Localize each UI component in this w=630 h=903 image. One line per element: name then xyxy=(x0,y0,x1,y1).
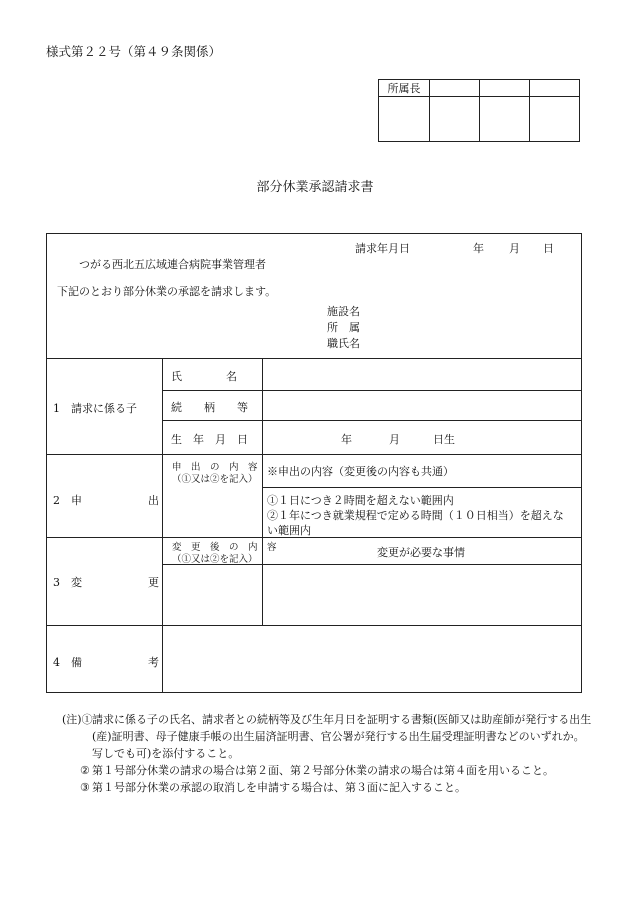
request-date-year: 年 xyxy=(473,242,484,255)
application-option-2-line1: ②１年につき就業規程で定める時間（１０日相当）を超えな xyxy=(267,509,564,522)
stamp-cell[interactable] xyxy=(480,80,530,97)
application-section-label: 2 申 出 xyxy=(53,494,159,507)
application-note: ※申出の内容（変更後の内容も共通） xyxy=(267,465,454,478)
note-text: 第１号部分休業の請求の場合は第２面、第２号部分休業の請求の場合は第４面を用いること。 xyxy=(92,764,554,777)
application-option-1: ①１日につき２時間を超えない範囲内 xyxy=(267,494,454,507)
child-birth-day: 日生 xyxy=(433,433,455,446)
application-option-2-line2: い範囲内 xyxy=(267,524,311,537)
affiliation-label: 所 属 xyxy=(327,321,360,334)
child-relation-field[interactable] xyxy=(264,392,580,419)
child-birth-year: 年 xyxy=(341,433,352,446)
child-birth-label: 生 年 月 日 xyxy=(171,433,248,446)
note-text: 請求に係る子の氏名、請求者との続柄等及び生年月日を証明する書類(医師又は助産師が発行する出生(産)証明書、母子健康手帳の出生届済証明書、官公署が発行する出生届受理証明書などのいずれか。写しでも可)を添付すること。 xyxy=(92,713,592,760)
change-content-hint: （①又は②を記入） xyxy=(172,554,258,565)
stamp-cell[interactable] xyxy=(530,97,580,142)
child-relation-label: 続 柄 等 xyxy=(171,401,248,414)
note-text: 第１号部分休業の承認の取消しを申請する場合は、第３面に記入すること。 xyxy=(92,781,466,794)
stamp-cell[interactable] xyxy=(430,80,480,97)
child-birth-month: 月 xyxy=(389,433,400,446)
note-item xyxy=(62,762,592,779)
stamp-label-director: 所属長 xyxy=(379,80,430,97)
change-section-label: 3 変 更 xyxy=(53,576,159,589)
child-name-field[interactable] xyxy=(264,360,580,389)
request-date-month: 月 xyxy=(509,242,520,255)
request-statement: 下記のとおり部分休業の承認を請求します。 xyxy=(57,285,277,298)
addressee: つがる西北五広域連合病院事業管理者 xyxy=(79,258,266,271)
notes xyxy=(62,711,592,796)
child-name-label: 氏 名 xyxy=(171,370,237,383)
stamp-cell[interactable] xyxy=(430,97,480,142)
change-reason-label: 変更が必要な事情 xyxy=(377,546,465,559)
note-marker: ② xyxy=(80,764,90,777)
form-number: 様式第２２号（第４９条関係） xyxy=(46,44,222,59)
child-section-label: 1 請求に係る子 xyxy=(53,402,137,415)
request-form xyxy=(46,233,582,693)
change-reason-field[interactable] xyxy=(264,566,580,624)
stamp-cell[interactable] xyxy=(530,80,580,97)
remarks-section-label: 4 備 考 xyxy=(53,656,159,669)
note-marker: (注)① xyxy=(62,713,93,726)
stamp-cell[interactable] xyxy=(480,97,530,142)
application-content-field[interactable] xyxy=(164,489,261,536)
request-date-day: 日 xyxy=(543,242,554,255)
note-item xyxy=(62,711,592,762)
facility-label: 施設名 xyxy=(327,305,360,318)
note-item xyxy=(62,779,592,796)
position-name-label: 職氏名 xyxy=(327,337,360,350)
request-date-label: 請求年月日 xyxy=(355,242,410,255)
remarks-field[interactable] xyxy=(164,627,580,691)
document-title: 部分休業承認請求書 xyxy=(256,180,374,195)
application-content-hint: （①又は②を記入） xyxy=(172,474,258,485)
stamp-cell[interactable] xyxy=(379,97,430,142)
application-content-label: 申 出 の 内 容 xyxy=(172,462,258,473)
note-marker: ③ xyxy=(80,781,90,794)
change-content-field[interactable] xyxy=(164,566,261,624)
change-content-label: 変 更 後 の 内 容 xyxy=(172,542,277,553)
approval-stamp-box xyxy=(378,79,580,142)
